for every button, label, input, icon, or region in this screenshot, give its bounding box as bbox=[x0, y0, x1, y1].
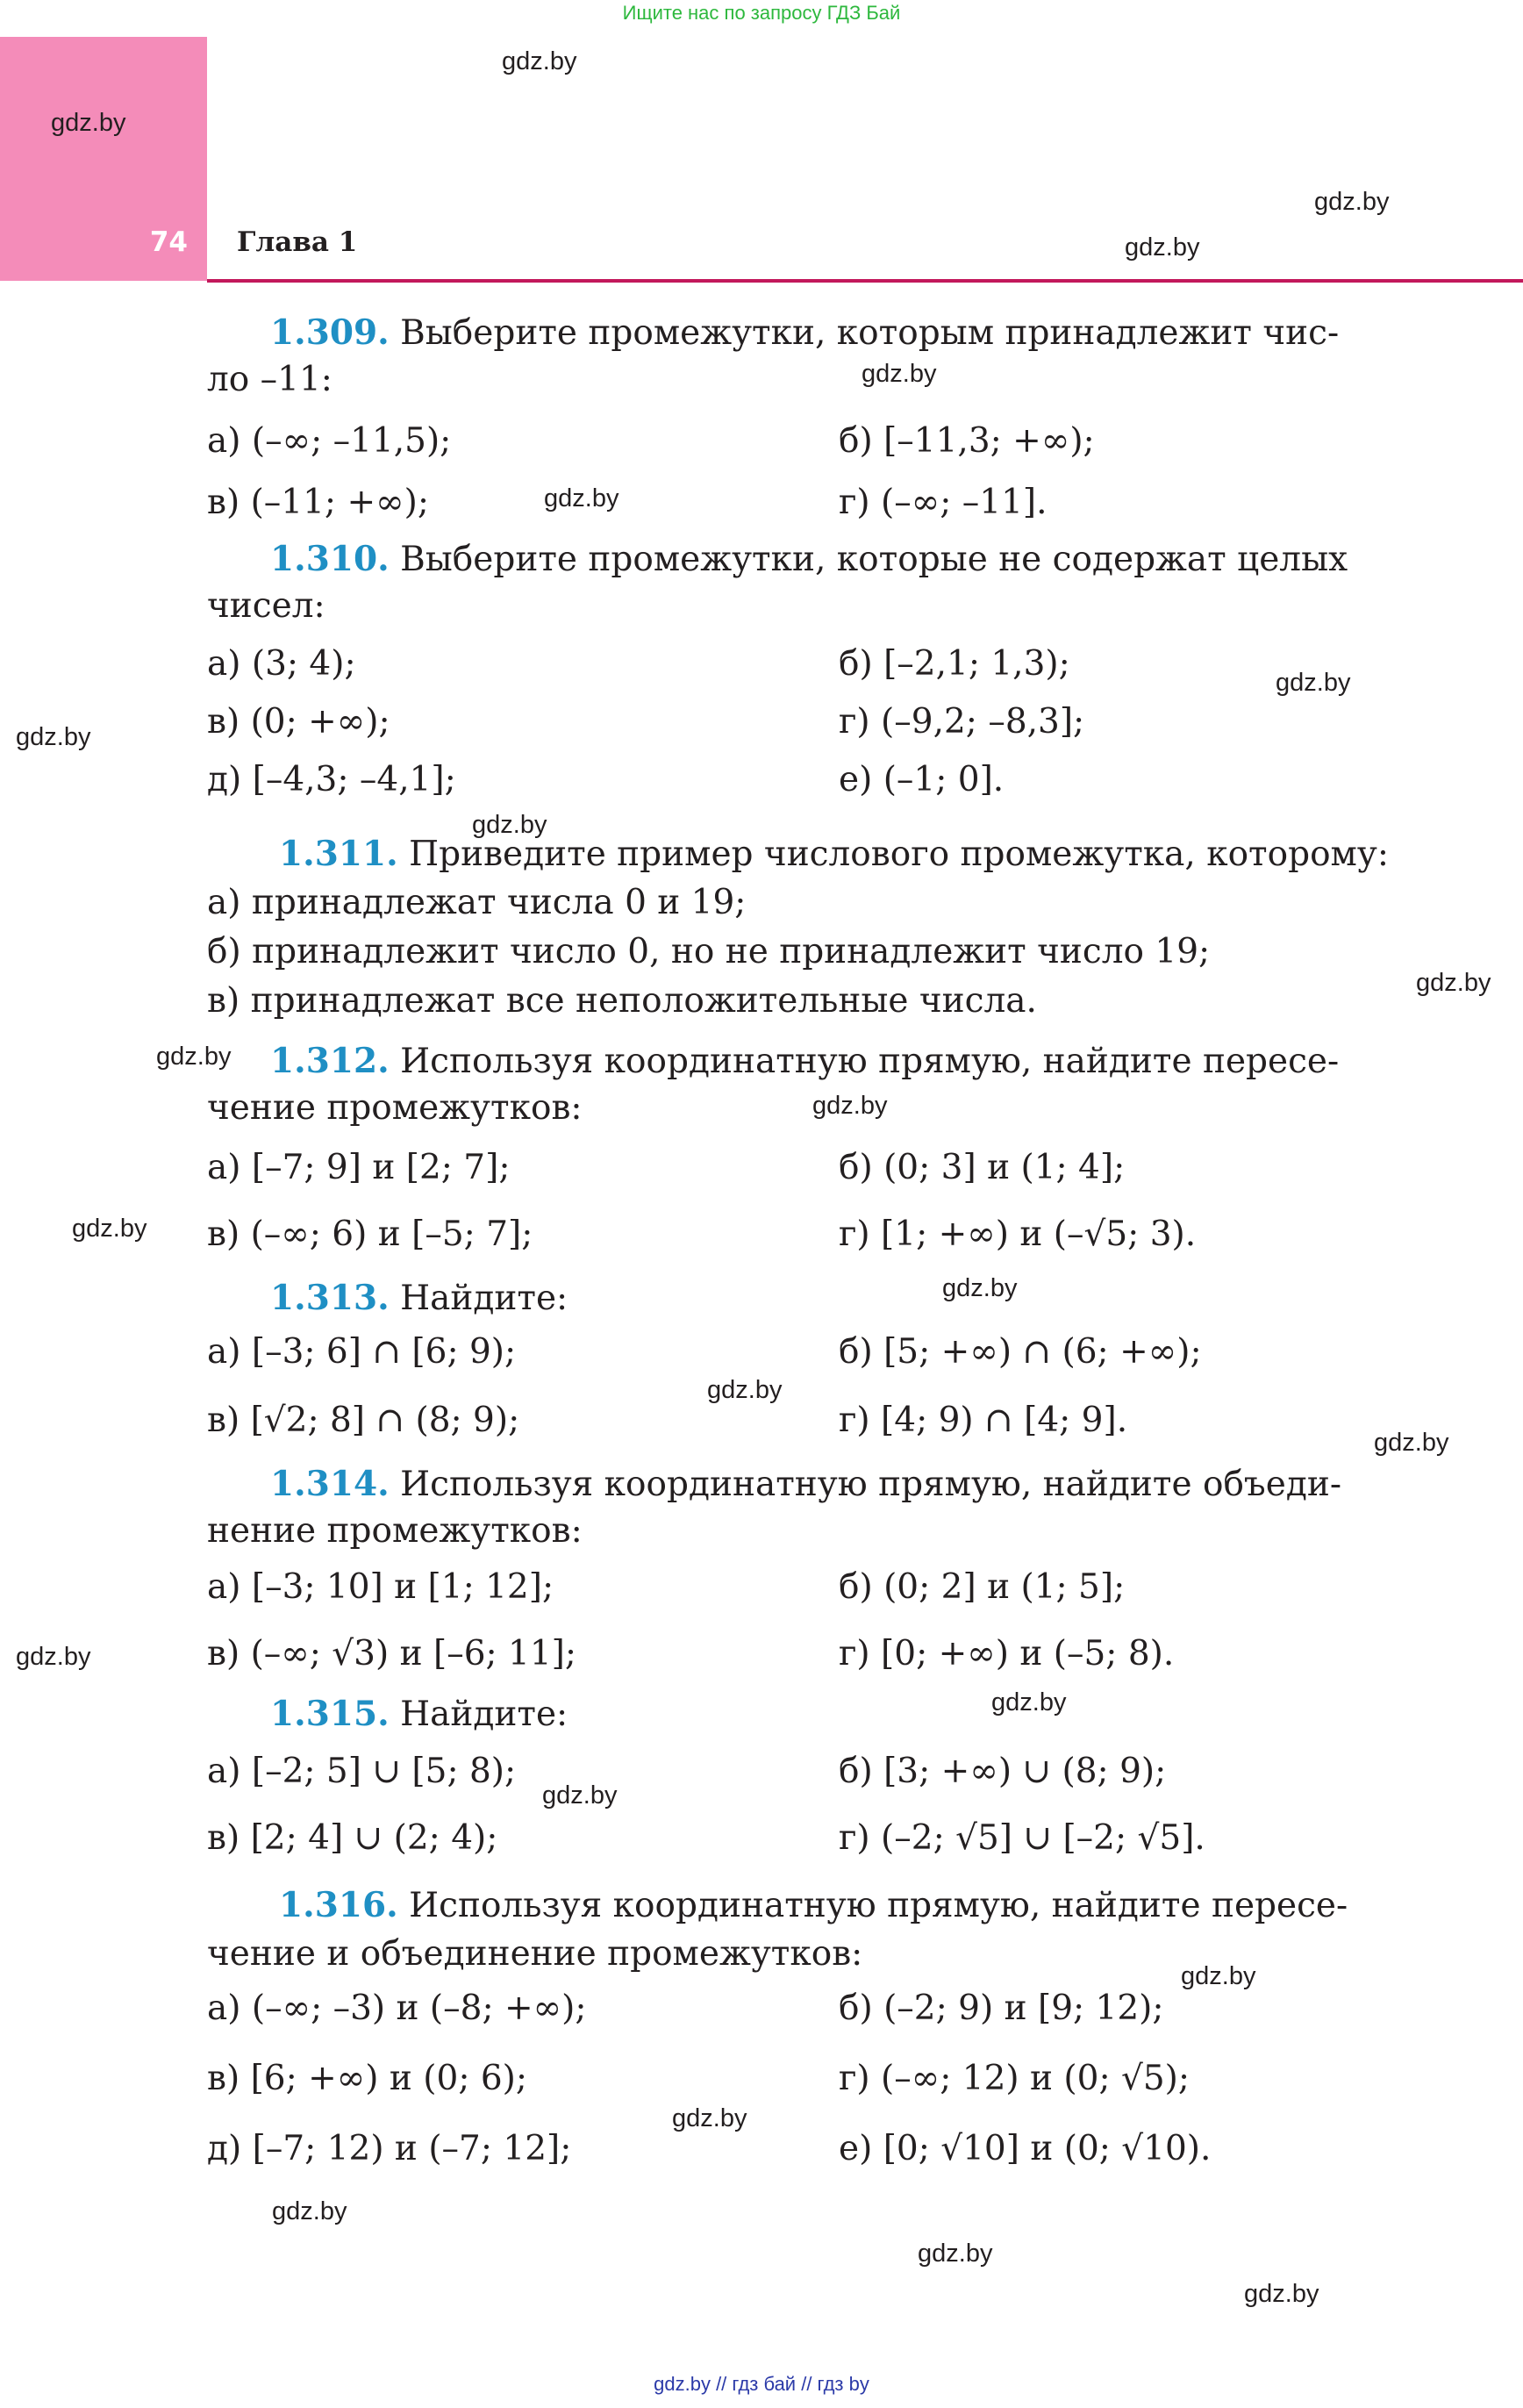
watermark: gdz.by bbox=[1125, 233, 1200, 262]
exercise-number: 1.313. bbox=[270, 1278, 390, 1318]
watermark: gdz.by bbox=[918, 2240, 993, 2268]
exercise-number: 1.309. bbox=[270, 312, 390, 353]
exercise-1314-heading bbox=[270, 1464, 1341, 1504]
watermark: gdz.by bbox=[707, 1376, 783, 1404]
option-c: в) принадлежат все неположительные числа. bbox=[207, 981, 1037, 1021]
watermark: gdz.by bbox=[156, 1043, 232, 1071]
exercise-text-cont: нение промежутков: bbox=[207, 1511, 583, 1551]
exercise-number: 1.310. bbox=[270, 539, 390, 579]
option-d: г) (–∞; 12) и (0; √5); bbox=[839, 2059, 1190, 2098]
watermark: gdz.by bbox=[502, 47, 577, 75]
exercise-text: Приведите пример числового промежутка, которому: bbox=[409, 835, 1389, 874]
exercise-text: Найдите: bbox=[400, 1279, 568, 1318]
watermark: gdz.by bbox=[1374, 1429, 1449, 1457]
top-banner: Ищите нас по запросу ГДЗ Бай bbox=[622, 2, 901, 24]
exercise-text: Используя координатную прямую, найдите пересе- bbox=[409, 1886, 1348, 1925]
option-e: д) [–7; 12) и (–7; 12]; bbox=[207, 2129, 572, 2168]
option-e: д) [–4,3; –4,1]; bbox=[207, 760, 456, 799]
option-b: б) [3; +∞) ∪ (8; 9); bbox=[839, 1752, 1167, 1791]
watermark: gdz.by bbox=[991, 1688, 1067, 1716]
option-c: в) [√2; 8] ∩ (8; 9); bbox=[207, 1401, 520, 1440]
option-c: в) [2; 4] ∪ (2; 4); bbox=[207, 1818, 498, 1858]
chapter-title: Глава 1 bbox=[237, 226, 358, 258]
exercise-text-cont: ло –11: bbox=[207, 360, 332, 399]
exercise-number: 1.311. bbox=[279, 834, 398, 874]
option-b: б) принадлежит число 0, но не принадлежит число 19; bbox=[207, 932, 1211, 971]
option-d: г) [4; 9) ∩ [4; 9]. bbox=[839, 1401, 1128, 1440]
watermark: gdz.by bbox=[51, 109, 126, 137]
exercise-1310-heading bbox=[270, 539, 1348, 579]
option-b: б) (–2; 9) и [9; 12); bbox=[839, 1989, 1164, 2028]
option-c: в) [6; +∞) и (0; 6); bbox=[207, 2059, 528, 2098]
exercise-1313-heading bbox=[270, 1278, 568, 1318]
exercise-1316-heading bbox=[279, 1885, 1348, 1925]
option-a: а) принадлежат числа 0 и 19; bbox=[207, 883, 747, 922]
watermark: gdz.by bbox=[272, 2197, 347, 2225]
exercise-1312-heading bbox=[270, 1041, 1339, 1081]
exercise-text-cont: чение и объединение промежутков: bbox=[207, 1934, 863, 1974]
option-a: а) [–3; 10] и [1; 12]; bbox=[207, 1567, 554, 1607]
watermark: gdz.by bbox=[472, 811, 547, 839]
footer-links: gdz.by // гдз бай // гдз by bbox=[654, 2373, 869, 2395]
option-a: а) (–∞; –11,5); bbox=[207, 421, 452, 461]
exercise-text-cont: чисел: bbox=[207, 586, 325, 626]
option-c: в) (–11; +∞); bbox=[207, 483, 429, 522]
exercise-text: Используя координатную прямую, найдите пересе- bbox=[400, 1042, 1340, 1081]
watermark: gdz.by bbox=[544, 484, 619, 512]
option-d: г) (–9,2; –8,3]; bbox=[839, 702, 1085, 742]
watermark: gdz.by bbox=[862, 360, 937, 388]
exercise-1311-heading bbox=[279, 834, 1389, 874]
exercise-text: Выберите промежутки, которым принадлежит чис- bbox=[400, 313, 1340, 353]
option-b: б) (0; 3] и (1; 4]; bbox=[839, 1148, 1126, 1187]
option-b: б) [5; +∞) ∩ (6; +∞); bbox=[839, 1332, 1202, 1372]
option-a: а) (3; 4); bbox=[207, 644, 356, 684]
watermark: gdz.by bbox=[16, 1643, 91, 1671]
exercise-text-cont: чение промежутков: bbox=[207, 1088, 583, 1128]
exercise-number: 1.312. bbox=[270, 1041, 390, 1081]
option-f: е) [0; √10] и (0; √10). bbox=[839, 2129, 1212, 2168]
exercise-text: Выберите промежутки, которые не содержат целых bbox=[400, 540, 1348, 579]
watermark: gdz.by bbox=[812, 1092, 888, 1120]
watermark: gdz.by bbox=[1276, 669, 1351, 697]
watermark: gdz.by bbox=[672, 2104, 747, 2132]
option-b: б) [–11,3; +∞); bbox=[839, 421, 1095, 461]
watermark: gdz.by bbox=[1314, 188, 1390, 216]
watermark: gdz.by bbox=[72, 1215, 147, 1243]
watermark: gdz.by bbox=[542, 1781, 618, 1810]
watermark: gdz.by bbox=[16, 723, 91, 751]
option-a: а) (–∞; –3) и (–8; +∞); bbox=[207, 1989, 587, 2028]
exercise-1309-heading bbox=[270, 312, 1339, 353]
watermark: gdz.by bbox=[1416, 969, 1491, 997]
option-b: б) [–2,1; 1,3); bbox=[839, 644, 1070, 684]
exercise-text: Найдите: bbox=[400, 1695, 568, 1734]
option-c: в) (–∞; 6) и [–5; 7]; bbox=[207, 1215, 533, 1254]
exercise-number: 1.315. bbox=[270, 1694, 390, 1734]
option-b: б) (0; 2] и (1; 5]; bbox=[839, 1567, 1126, 1607]
watermark: gdz.by bbox=[942, 1274, 1018, 1302]
option-a: а) [–7; 9] и [2; 7]; bbox=[207, 1148, 511, 1187]
exercise-1315-heading bbox=[270, 1694, 568, 1734]
option-f: е) (–1; 0]. bbox=[839, 760, 1005, 799]
option-a: а) [–3; 6] ∩ [6; 9); bbox=[207, 1332, 517, 1372]
watermark: gdz.by bbox=[1244, 2280, 1319, 2308]
watermark: gdz.by bbox=[1181, 1962, 1256, 1990]
option-d: г) (–2; √5] ∪ [–2; √5]. bbox=[839, 1818, 1205, 1858]
header-rule bbox=[207, 279, 1523, 283]
option-d: г) [0; +∞) и (–5; 8). bbox=[839, 1634, 1175, 1673]
option-d: г) [1; +∞) и (–√5; 3). bbox=[839, 1215, 1197, 1254]
option-d: г) (–∞; –11]. bbox=[839, 483, 1048, 522]
exercise-number: 1.314. bbox=[270, 1464, 390, 1504]
exercise-text: Используя координатную прямую, найдите объеди- bbox=[400, 1465, 1342, 1504]
page-number: 74 bbox=[149, 226, 188, 258]
option-a: а) [–2; 5] ∪ [5; 8); bbox=[207, 1752, 517, 1791]
option-c: в) (0; +∞); bbox=[207, 702, 390, 742]
option-c: в) (–∞; √3) и [–6; 11]; bbox=[207, 1634, 577, 1673]
exercise-number: 1.316. bbox=[279, 1885, 398, 1925]
